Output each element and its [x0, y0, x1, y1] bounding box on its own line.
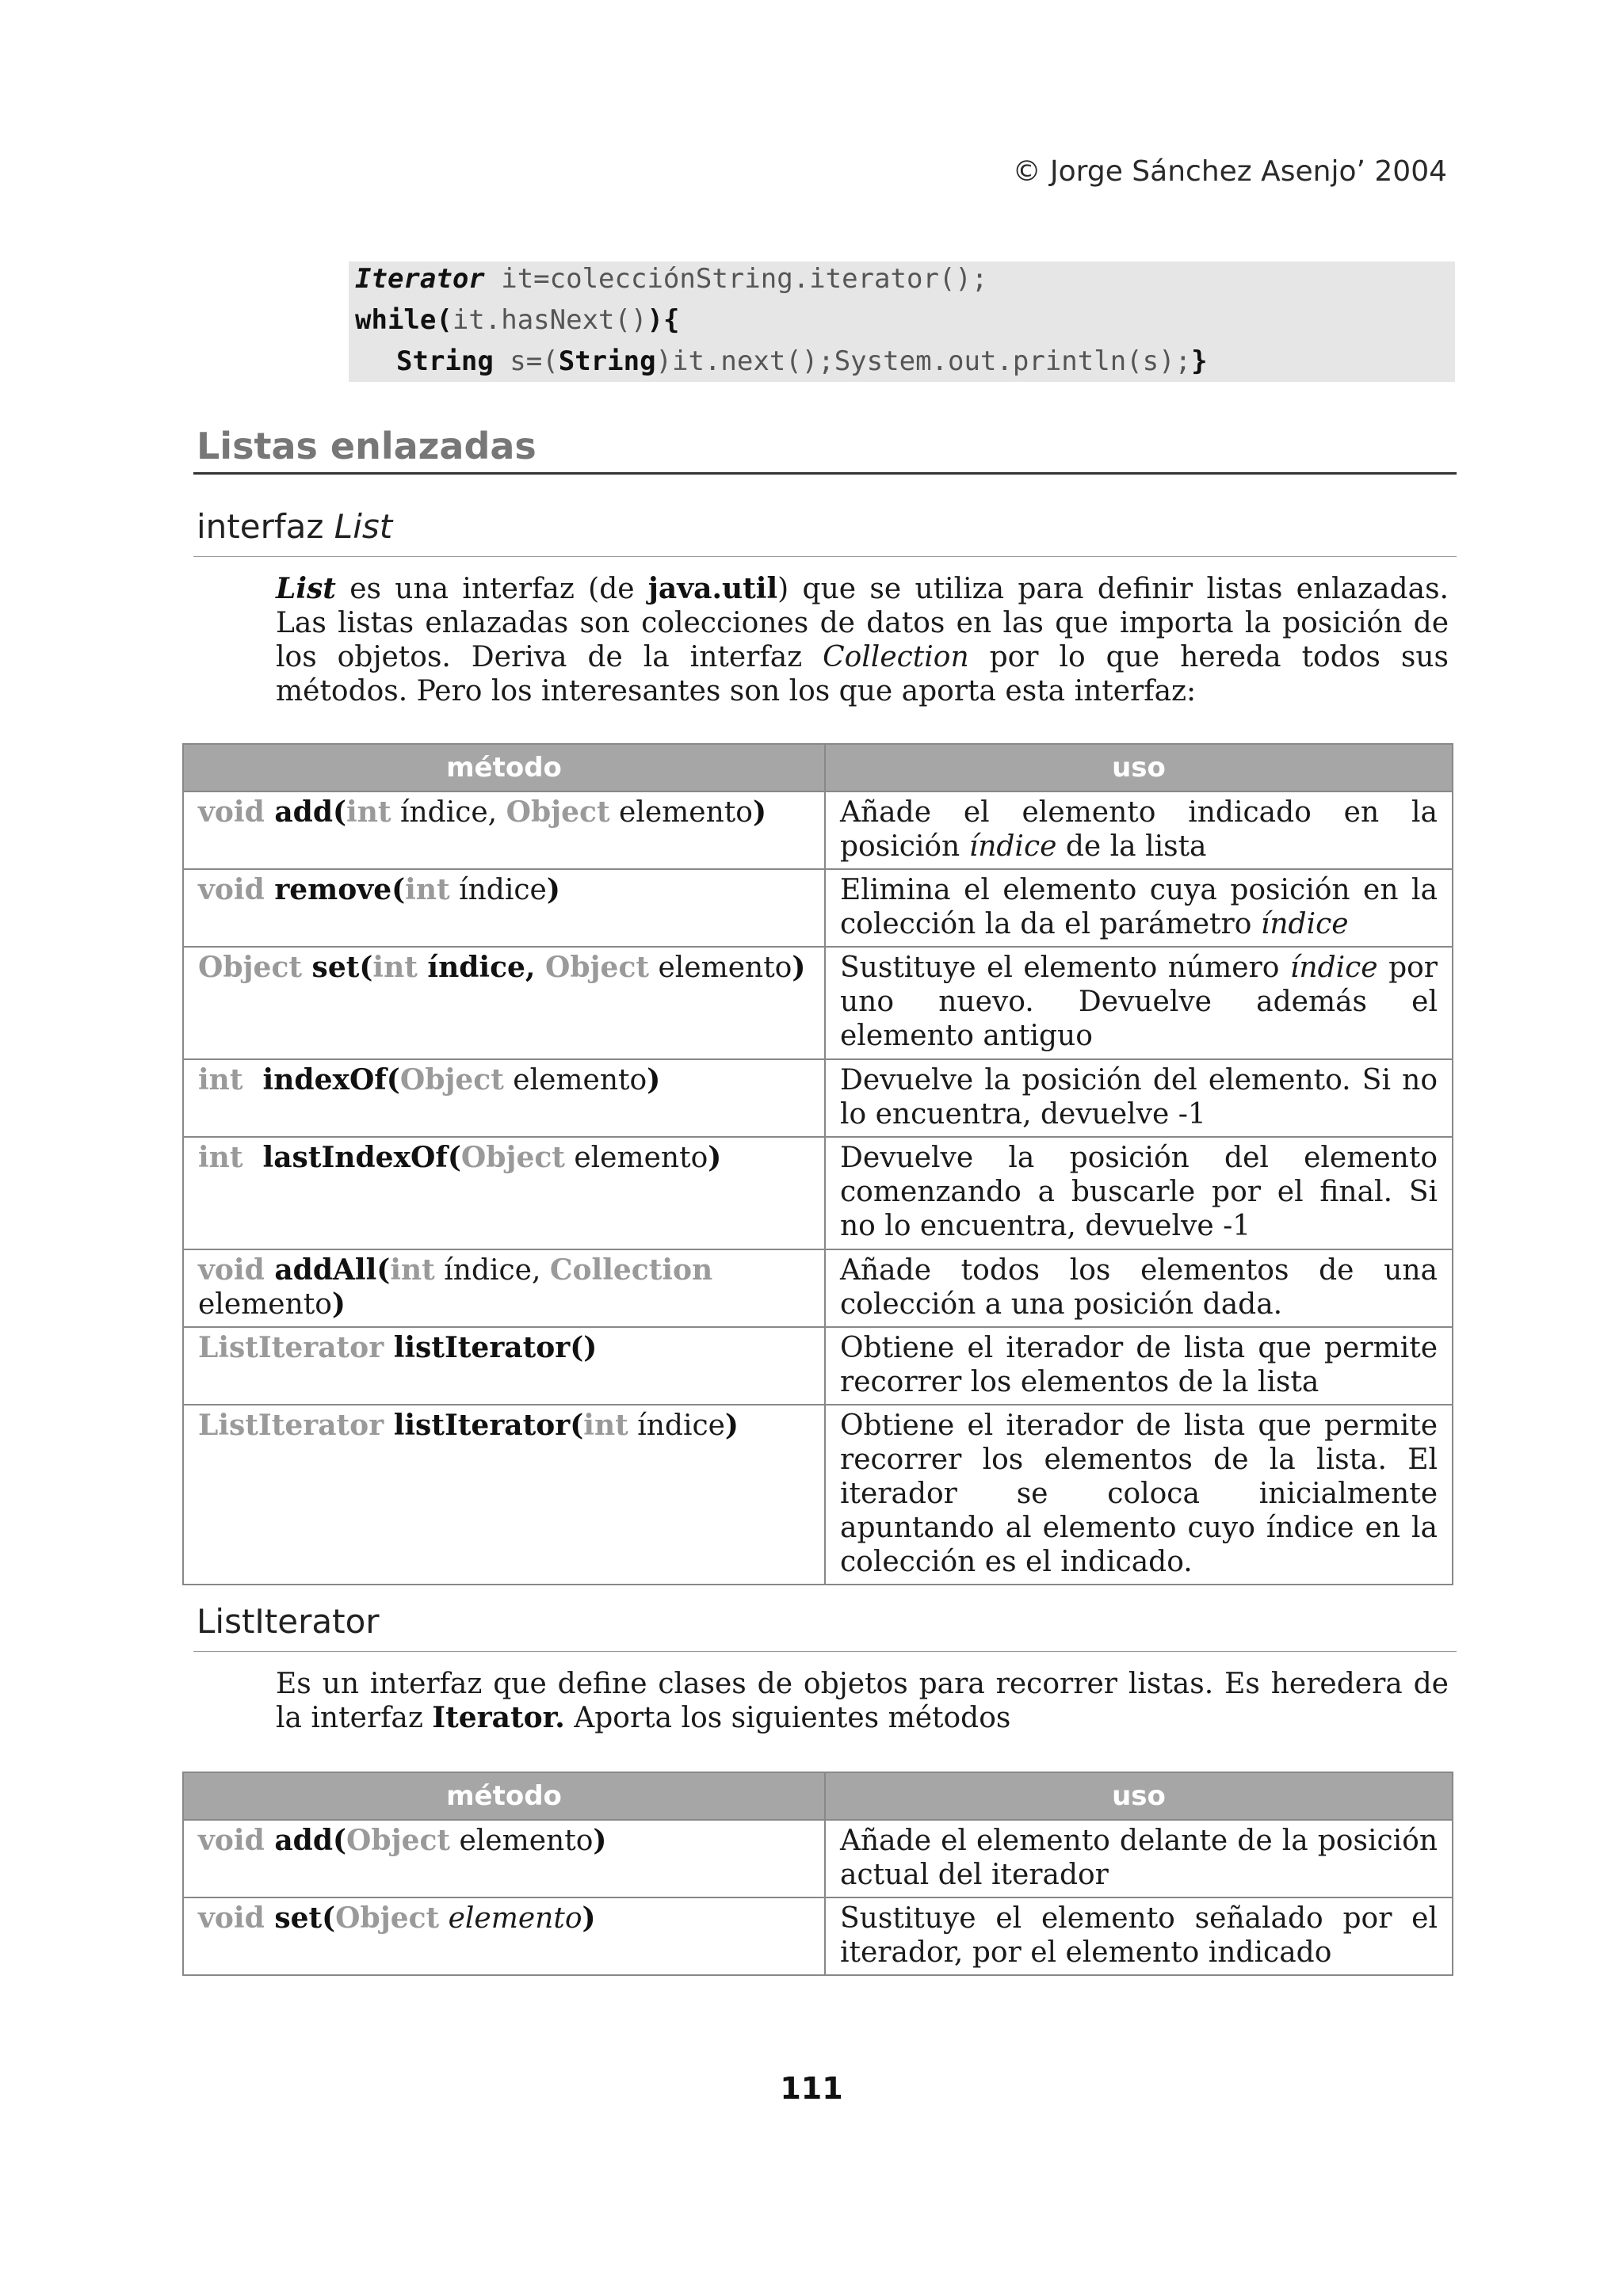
method-description: Añade todos los elementos de una colección a una posición dada.	[825, 1249, 1453, 1327]
column-header-use: uso	[825, 744, 1453, 791]
method-description	[825, 947, 1453, 1059]
subsection-rule	[193, 556, 1457, 557]
text: Elimina el elemento cuya posición en la colección la da el parámetro	[840, 874, 1438, 940]
paren: )	[582, 1901, 596, 1935]
term: java.util	[647, 572, 778, 605]
text-italic: índice	[1260, 908, 1349, 940]
code-text: )it.next();System.out.println(s);	[655, 345, 1192, 377]
method-signature	[183, 1059, 825, 1137]
paren: )	[593, 1824, 607, 1857]
table-row	[183, 1327, 1453, 1405]
type-name: int	[346, 795, 391, 829]
page-number: 111	[780, 2071, 843, 2106]
param: elemento	[649, 952, 792, 984]
column-header-method: método	[183, 744, 825, 791]
code-text: s=(	[493, 345, 559, 377]
method-signature	[183, 1249, 825, 1327]
code-keyword: Iterator	[355, 263, 485, 295]
method-signature	[183, 1405, 825, 1585]
subsection-title-listiterator: ListIterator	[197, 1602, 380, 1641]
param: índice,	[417, 951, 545, 984]
paren: )	[546, 873, 560, 906]
type-name: int	[372, 951, 418, 984]
param: elemento	[564, 1142, 708, 1174]
table-row	[183, 1897, 1453, 1975]
paren: )	[331, 1287, 346, 1321]
term: List	[276, 572, 336, 605]
method-name: indexOf(	[242, 1063, 400, 1097]
param: elemento	[609, 796, 753, 829]
param: elemento	[198, 1288, 332, 1321]
text: por uno nuevo. Devuelve además el elemento antiguo	[840, 952, 1438, 1052]
method-signature	[183, 947, 825, 1059]
code-line-1	[355, 263, 987, 295]
paren: )	[724, 1409, 739, 1442]
type-name: Collection	[549, 1253, 713, 1287]
text: Aporta los siguientes métodos	[564, 1702, 1011, 1734]
method-signature	[183, 791, 825, 869]
type-name: Object	[346, 1824, 451, 1857]
method-description: Devuelve la posición del elemento comenzando a buscarle por el final. Si no lo encuentra, devuelve -1	[825, 1137, 1453, 1249]
method-description	[825, 869, 1453, 947]
subsection-rule	[193, 1651, 1457, 1652]
code-line-3	[396, 345, 1208, 377]
text: por lo que hereda todos sus métodos. Pero los interesantes son los que aporta esta interfaz:	[276, 641, 1449, 707]
method-name: set(	[264, 1901, 336, 1935]
code-line-2	[355, 304, 679, 336]
type-name: Object	[335, 1901, 440, 1935]
method-signature	[183, 1897, 825, 1975]
code-keyword: String	[558, 345, 656, 377]
method-name: listIterator(	[384, 1409, 584, 1442]
type-name: void	[198, 795, 265, 829]
column-header-use: uso	[825, 1772, 1453, 1820]
text-italic: índice	[968, 830, 1057, 863]
type-name: Object	[506, 795, 610, 829]
table-row	[183, 791, 1453, 869]
method-name: addAll(	[264, 1253, 391, 1287]
text: ) que se utiliza para definir listas enlazadas. Las listas enlazadas son colecciones de datos en las que importa la posición de los objetos. Deriva de la interfaz	[276, 573, 1449, 673]
type-name: void	[198, 1253, 265, 1287]
code-text: it.hasNext()	[452, 304, 647, 336]
method-name: listIterator()	[384, 1331, 598, 1364]
table-header-row	[183, 1772, 1453, 1820]
section-title: Listas enlazadas	[197, 425, 537, 467]
table-row	[183, 947, 1453, 1059]
table-row	[183, 869, 1453, 947]
method-description: Devuelve la posición del elemento. Si no lo encuentra, devuelve -1	[825, 1059, 1453, 1137]
subsection-title-italic: List	[334, 507, 393, 546]
table-header-row	[183, 744, 1453, 791]
type-name: ListIterator	[198, 1409, 384, 1442]
type-name: Object	[545, 951, 650, 984]
table-row	[183, 1405, 1453, 1585]
listiterator-methods-table	[182, 1772, 1453, 1976]
type-name: int	[198, 1141, 243, 1174]
subsection-title-list	[197, 507, 392, 546]
type-name: Object	[198, 951, 303, 984]
type-name: Object	[460, 1141, 565, 1174]
text: de la lista	[1056, 830, 1207, 863]
method-description: Sustituye el elemento señalado por el iterador, por el elemento indicado	[825, 1897, 1453, 1975]
table-row	[183, 1820, 1453, 1897]
type-name: void	[198, 1824, 265, 1857]
subsection-title-text: interfaz	[197, 507, 334, 546]
page-header-copyright: © Jorge Sánchez Asenjo’ 2004	[1012, 155, 1447, 188]
table-row	[183, 1059, 1453, 1137]
text: Sustituye el elemento número	[840, 952, 1290, 984]
text-italic: índice	[1289, 952, 1378, 984]
method-name: remove(	[264, 873, 406, 906]
paren: )	[752, 795, 766, 829]
text: es una interfaz (de	[335, 573, 648, 605]
listiterator-intro-paragraph	[276, 1667, 1449, 1735]
type-name: int	[198, 1063, 243, 1097]
param: índice	[628, 1409, 725, 1442]
column-header-method: método	[183, 1772, 825, 1820]
type-name: int	[390, 1253, 435, 1287]
section-title-rule	[193, 472, 1457, 475]
table-row	[183, 1249, 1453, 1327]
method-description: Obtiene el iterador de lista que permite recorrer los elementos de la lista. El iterador se coloca inicialmente apuntando al elemento cuyo índice en la colección es el indicado.	[825, 1405, 1453, 1585]
param: índice,	[434, 1254, 550, 1287]
paren: )	[792, 951, 806, 984]
method-description: Obtiene el iterador de lista que permite recorrer los elementos de la lista	[825, 1327, 1453, 1405]
paren: )	[647, 1063, 661, 1097]
type-name: int	[405, 873, 450, 906]
code-keyword: ){	[647, 304, 680, 336]
paren: )	[708, 1141, 722, 1174]
type-name: void	[198, 1901, 265, 1935]
code-block	[349, 261, 1455, 382]
code-keyword: while(	[355, 304, 453, 336]
table-row	[183, 1137, 1453, 1249]
param: índice,	[391, 796, 506, 829]
param: índice	[449, 874, 547, 906]
param: elemento	[450, 1825, 594, 1857]
method-signature	[183, 1327, 825, 1405]
list-intro-paragraph	[276, 572, 1449, 708]
param: elemento	[503, 1064, 647, 1097]
term: Collection	[823, 641, 969, 673]
code-text: it=colecciónString.iterator();	[484, 263, 988, 295]
type-name: ListIterator	[198, 1331, 384, 1364]
param: elemento	[439, 1902, 582, 1935]
code-keyword: }	[1191, 345, 1208, 377]
type-name: void	[198, 873, 265, 906]
method-name: lastIndexOf(	[242, 1141, 461, 1174]
method-signature	[183, 1820, 825, 1897]
text: Añade el elemento indicado en la posición	[840, 796, 1438, 863]
method-signature	[183, 1137, 825, 1249]
method-name: set(	[302, 951, 373, 984]
method-description: Añade el elemento delante de la posición actual del iterador	[825, 1820, 1453, 1897]
method-name: add(	[264, 795, 347, 829]
code-keyword: String	[396, 345, 494, 377]
term: Iterator.	[432, 1701, 565, 1734]
type-name: Object	[399, 1063, 504, 1097]
list-methods-table	[182, 743, 1453, 1585]
type-name: int	[583, 1409, 628, 1442]
method-description	[825, 791, 1453, 869]
text: Es un interfaz que define clases de objetos para recorrer listas. Es heredera de la interfaz	[276, 1668, 1449, 1734]
method-name: add(	[264, 1824, 347, 1857]
method-signature	[183, 869, 825, 947]
